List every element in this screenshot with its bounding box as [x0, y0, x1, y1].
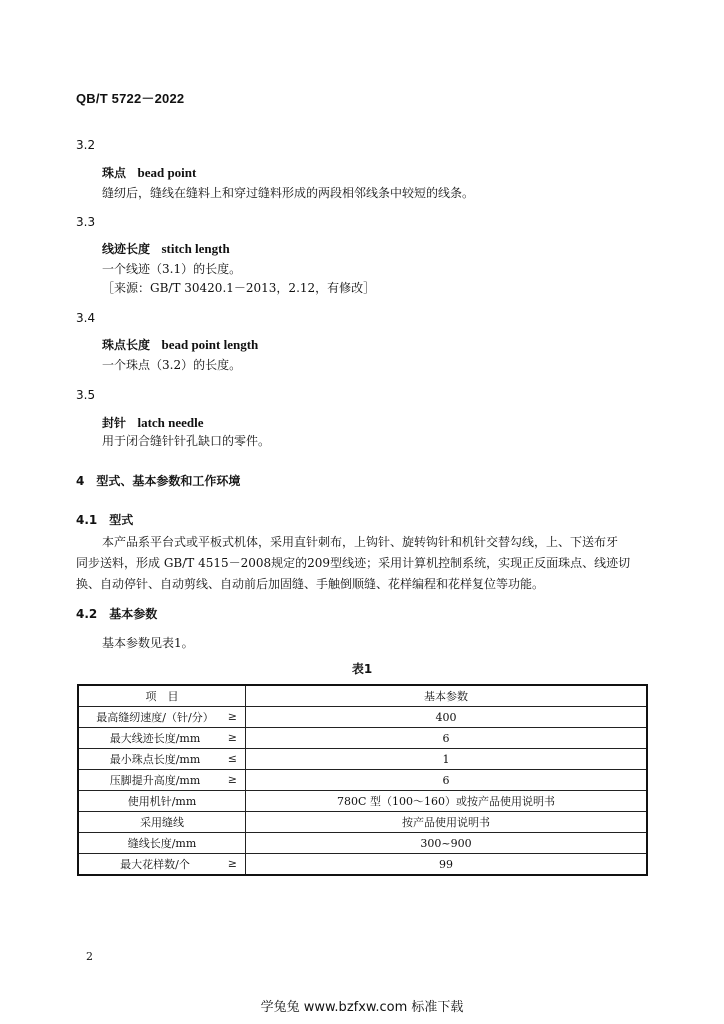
table-row [78, 728, 647, 749]
table-cell-value: 1 [246, 749, 648, 770]
comparison-symbol: ≥ [227, 857, 237, 870]
term-definition: 用于闭合缝针针孔缺口的零件。 [102, 434, 271, 448]
table-cell-item [78, 812, 246, 833]
item-label: 最高缝纫速度/（针/分） [96, 711, 214, 724]
comparison-symbol: ≤ [227, 752, 237, 765]
table-cell-value: 400 [246, 707, 648, 728]
table-cell-item [78, 854, 246, 876]
term-heading [102, 336, 258, 353]
standard-number: QB/T 5722－2022 [76, 91, 185, 106]
term-zh: 珠点 [102, 166, 127, 180]
paragraph-line: 本产品系平台式或平板式机体，采用直针刺布，上钩针、旋转钩针和机针交替勾线，上、下送布牙 [102, 535, 619, 549]
type-paragraph [76, 532, 652, 595]
comparison-symbol: ≥ [227, 710, 237, 723]
table-row [78, 707, 647, 728]
watermark-footer: 学兔兔 www.bzfxw.com 标准下载 [260, 1000, 464, 1015]
term-definition: 一个珠点（3.2）的长度。 [102, 358, 242, 372]
header-item-label: 项 目 [145, 690, 179, 703]
clause-number: 3.2 [76, 138, 96, 152]
table-cell-value: 780C 型（100～160）或按产品使用说明书 [246, 791, 648, 812]
parameters-intro: 基本参数见表1。 [102, 636, 194, 650]
item-label: 缝线长度/mm [127, 837, 197, 850]
table-cell-item [78, 749, 246, 770]
clause-number: 3.5 [76, 388, 96, 402]
term-zh: 线迹长度 [102, 242, 151, 256]
table-cell-value: 按产品使用说明书 [246, 812, 648, 833]
table-cell-item [78, 770, 246, 791]
item-label: 使用机针/mm [127, 795, 197, 808]
table-cell-value: 6 [246, 770, 648, 791]
paragraph-line: 换、自动停针、自动剪线、自动前后加固缝、手触倒顺缝、花样编程和花样复位等功能。 [76, 577, 545, 591]
term-definition: 一个线迹（3.1）的长度。 [102, 262, 242, 276]
subsection-heading: 4.2 基本参数 [76, 607, 158, 621]
term-source: ［来源：GB/T 30420.1－2013，2.12，有修改］ [102, 281, 376, 295]
item-label: 压脚提升高度/mm [109, 774, 201, 787]
term-en: bead point [137, 165, 197, 180]
section-heading: 4 型式、基本参数和工作环境 [76, 474, 241, 488]
item-label: 最大线迹长度/mm [109, 732, 201, 745]
item-label: 采用缝线 [140, 816, 184, 829]
page-number: 2 [86, 950, 93, 963]
item-label: 最大花样数/个 [120, 858, 190, 871]
item-label: 最小珠点长度/mm [109, 753, 201, 766]
term-zh: 封针 [102, 416, 127, 430]
term-definition: 缝纫后，缝线在缝料上和穿过缝料形成的两段相邻线条中较短的线条。 [102, 186, 475, 200]
paragraph-line: 同步送料，形成 GB/T 4515－2008规定的209型线迹；采用计算机控制系统，实现正反面珠点、线迹切 [76, 556, 631, 570]
subsection-heading: 4.1 型式 [76, 513, 134, 527]
comparison-symbol: ≥ [227, 773, 237, 786]
table-cell-item [78, 728, 246, 749]
parameters-table [77, 684, 648, 876]
table-row [78, 812, 647, 833]
table-header-cell: 基本参数 [246, 685, 648, 707]
table-cell-value: 6 [246, 728, 648, 749]
clause-number: 3.4 [76, 311, 96, 325]
table-cell-item [78, 791, 246, 812]
term-en: latch needle [137, 415, 204, 430]
table-row [78, 770, 647, 791]
term-heading [102, 414, 204, 431]
table-cell-value: 300~900 [246, 833, 648, 854]
term-heading [102, 240, 230, 257]
term-en: stitch length [161, 241, 230, 256]
comparison-symbol: ≥ [227, 731, 237, 744]
clause-number: 3.3 [76, 215, 96, 229]
table-cell-item [78, 707, 246, 728]
table-header-row [78, 685, 647, 707]
table-row [78, 833, 647, 854]
table-cell-item [78, 833, 246, 854]
term-heading [102, 164, 196, 181]
term-en: bead point length [161, 337, 259, 352]
table-row [78, 854, 647, 876]
table-cell-value: 99 [246, 854, 648, 876]
table-caption: 表1 [351, 662, 373, 676]
table-row [78, 749, 647, 770]
term-zh: 珠点长度 [102, 338, 151, 352]
table-header-cell [78, 685, 246, 707]
table-row [78, 791, 647, 812]
